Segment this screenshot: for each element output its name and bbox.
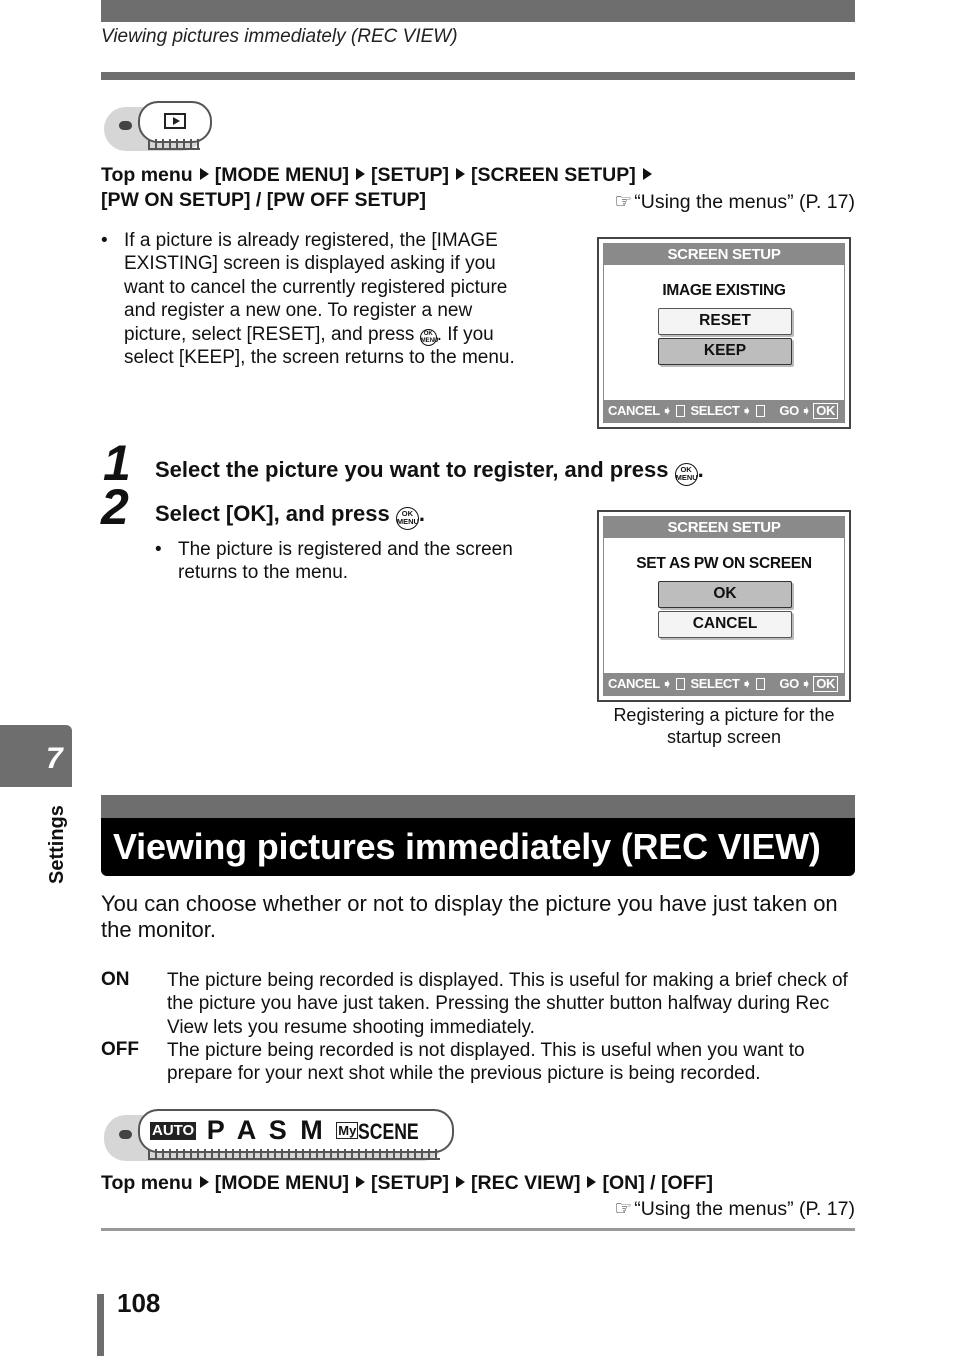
updown-key-icon (756, 678, 765, 690)
image-existing-note (101, 229, 531, 369)
menu-path-rec-view (101, 1172, 713, 1195)
screen-title: SCREEN SETUP (604, 517, 844, 538)
cancel-option: CANCEL (658, 611, 792, 638)
left-key-icon (676, 405, 685, 417)
menu-path-screen-setup (101, 164, 658, 187)
page-number-rule (97, 1294, 104, 1356)
screen-subtitle: IMAGE EXISTING (662, 282, 786, 299)
menu-path-pw-setup: [PW ON SETUP] / [PW OFF SETUP] (101, 189, 426, 211)
step-number-2: 2 (101, 479, 127, 535)
ok-option: OK (658, 581, 792, 608)
menu-path-item: [SETUP] (371, 1172, 450, 1194)
step-number-1: 1 (103, 435, 129, 491)
screen-footer: CANCEL ➧ SELECT ➧ GO ➧ OK (604, 673, 844, 695)
left-key-icon (676, 678, 685, 690)
ok-menu-button-icon: OK MENU (396, 507, 419, 530)
menu-path-item: [ON] / [OFF] (602, 1172, 713, 1194)
option-term-off: OFF (101, 1039, 139, 1060)
reference-text: “Using the menus” (P. 17) (634, 191, 855, 213)
arrow-right-icon (456, 1176, 465, 1188)
arrow-right-icon (356, 1176, 365, 1188)
arrow-right-icon (456, 168, 465, 180)
ok-menu-button-icon: OK MENU (675, 463, 698, 486)
reference-text: “Using the menus” (P. 17) (634, 1198, 855, 1220)
menu-path-item: [MODE MENU] (214, 164, 350, 186)
arrow-right-icon (587, 1176, 596, 1188)
shooting-mode-dial (104, 1109, 456, 1165)
arrow-right-icon (643, 168, 652, 180)
arrow-right-icon (200, 168, 209, 180)
reference-link (614, 1196, 855, 1221)
option-term-on: ON (101, 969, 130, 990)
screen-title: SCREEN SETUP (604, 244, 844, 265)
camera-screen-set-pw-on (597, 510, 851, 702)
note-text: . If you select [KEEP], the screen returns to the menu. (124, 323, 515, 369)
updown-key-icon (756, 405, 765, 417)
pointing-hand-icon: ☞ (614, 1198, 633, 1220)
menu-path-item: Top menu (101, 1172, 193, 1194)
screen-footer: CANCEL ➧ SELECT ➧ GO ➧ OK (604, 400, 844, 422)
reset-option: RESET (658, 308, 792, 335)
pasm-modes: P A S M (206, 1115, 326, 1145)
pointing-hand-icon: ☞ (614, 191, 633, 213)
auto-mode-icon: AUTO (152, 1122, 195, 1139)
step-1-text: Select the picture you want to register, and press OK MENU. (155, 457, 704, 486)
ok-menu-button-icon: OK MENU (420, 330, 439, 344)
mode-labels (150, 1115, 434, 1146)
reference-link (614, 189, 855, 214)
option-desc-off: The picture being recorded is not displayed. This is useful when you want to prepare for your next shot while the previous picture is being recorded. (167, 1040, 805, 1085)
step-2-text: Select [OK], and press OK MENU. (155, 501, 425, 530)
arrow-right-icon (356, 168, 365, 180)
keep-option: KEEP (658, 338, 792, 365)
option-desc-on: The picture being recorded is displayed. This is useful for making a brief check of the picture you have just taken. Pressing the shutter button halfway during Rec View lets you resume shooting immediately. (167, 970, 848, 1038)
arrow-right-icon (200, 1176, 209, 1188)
menu-path-item: [REC VIEW] (471, 1172, 581, 1194)
menu-path-item: [SCREEN SETUP] (471, 164, 636, 186)
my-mode-icon: My (338, 1123, 357, 1138)
menu-path-item: [MODE MENU] (214, 1172, 350, 1194)
menu-path-item: [SETUP] (371, 164, 450, 186)
header-bar (101, 0, 855, 22)
menu-path-item: Top menu (101, 164, 193, 186)
header-rule (101, 72, 855, 80)
screen-caption: Registering a picture for the startup screen (613, 705, 835, 747)
dial-indicator-dot (119, 1130, 132, 1139)
screen-subtitle: SET AS PW ON SCREEN (636, 555, 812, 572)
section-end-rule (101, 1228, 855, 1231)
page-number: 108 (117, 1288, 161, 1318)
playback-icon (164, 113, 186, 129)
step-2-note: • The picture is registered and the screen returns to the menu. (155, 539, 513, 584)
scene-mode-label: SCENE (358, 1119, 419, 1144)
bullet-dot: • (155, 539, 162, 560)
section-heading-top (101, 795, 855, 818)
note-text: If a picture is already registered, the [IMAGE EXISTING] screen is displayed asking if you want to cancel the currently registered picture and register a new one. To register a new picture, select [RESET], and press (124, 230, 508, 345)
playback-mode-dial (104, 101, 214, 155)
dial-indicator-dot (119, 121, 132, 130)
camera-screen-image-existing (597, 237, 851, 429)
bullet-dot: • (101, 230, 108, 251)
chapter-label: Settings (46, 805, 68, 884)
chapter-number: 7 (46, 742, 63, 775)
running-title: Viewing pictures immediately (REC VIEW) (101, 26, 458, 47)
section-title: Viewing pictures immediately (REC VIEW) (113, 826, 821, 867)
section-intro: You can choose whether or not to display the picture you have just taken on the monitor. (101, 891, 838, 942)
